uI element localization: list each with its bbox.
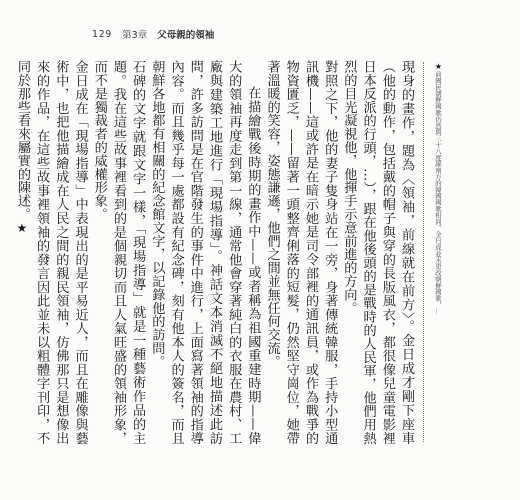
paragraph: 現身的畫作，題為〈領袖，前線就在前方〉。金日成才剛下座車（他的動作，包括戴的帽子與穿的長版風衣，都很像兒童電影裡日本反派的行頭，…），跟在他後頭的是戰時的人民軍，他們用熱烈的目光凝視他，他揮手示意前進的方向。	[341, 60, 414, 445]
paragraph: 對照之下，他的妻子隻身站在一旁，身著傳統韓服，手持小型通訊機——這或許是在暗示她是司令部裡的通訊員，或作為戰爭的物資匱乏，——留著一頭整齊俐落的短髮，仍然堅守崗位，她帶著溫暖的笑容，姿態謙遜，他們之間並無任何交流。	[264, 60, 338, 445]
paragraph	[12, 60, 90, 445]
footnote-divider	[423, 62, 424, 442]
footnote-star: ★	[434, 62, 443, 71]
chapter-title: 父母親的領袖	[157, 30, 215, 41]
end-star: ★	[14, 220, 29, 236]
paragraph-text: 金日成在「現場指導」中表現出的是平易近人，而且在雕像與藝術中，也把他描繪成在人民之間的親民領袖，仿佛那只是想像出來的作品，在這些故事裡領袖的發言因此並未以粗體字刊印，不同於那些看來屬實的陳述。	[14, 60, 88, 445]
footnote	[434, 62, 442, 442]
body-text	[14, 60, 416, 445]
running-header	[92, 26, 214, 42]
chapter-number: 第3章	[122, 30, 148, 41]
paragraph: 石碑的文字就跟文字一樣，「現場指導」就是一種藝術作品的主題。我在這些故事裡看到的是個親切而且人氣旺盛的領袖形象，而不是獨裁者的威權形象。	[91, 60, 146, 445]
footnote-text: 前國民朝鮮國歌仍然與三十八度線南方的韓國國歌相同。金日成並未更改朝鮮國歌，…	[434, 71, 442, 315]
page-number: 129	[92, 28, 113, 40]
paragraph: 在描繪戰後時期的畫作中——或者稱為祖國重建時期——偉大的領袖再度走到第一線，通常他會穿著純白的衣服在農村、工廠與建築工地進行「現場指導」。神話文本消滅不絕地描述此訪問，許多訪問是在官階發生的事件中進行，上面寫著領袖的指導內容。而且幾乎每一處都設有紀念碑，刻有他本人的簽名，而且朝鮮各地都有相關的紀念館文字，以記錄他的訪問。	[149, 60, 261, 445]
